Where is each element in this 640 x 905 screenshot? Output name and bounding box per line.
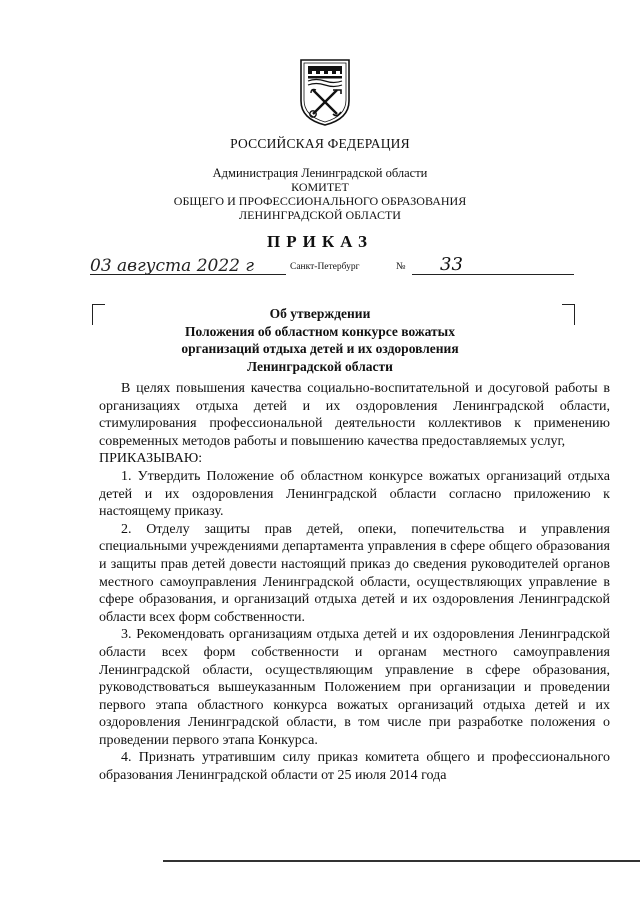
preamble-paragraph: В целях повышения качества социально-воспитательной и досуговой работы в организациях отдыха детей и их оздоровления Ленинградской области, стимулирования профессиональной деятельности коллективов к применению современных методов работы и повышению качества предоставляемых услуг, — [99, 381, 610, 449]
handwritten-number: 33 — [440, 254, 463, 275]
order-item-2: 2. Отделу защиты прав детей, опеки, попечительства и управления специальными учреждениями департамента управления в сфере общего образования и защиты прав детей довести настоящий приказ до сведения руководителей органов местного самоуправления Ленинградской области, осуществляющих управление в сфере образования, и организаций отдыха детей и их оздоровления Ленинградской области всех форм собственности. — [99, 521, 610, 625]
number-underline — [412, 274, 574, 275]
coat-of-arms-emblem — [299, 57, 351, 127]
document-title — [0, 305, 640, 375]
title-line: Ленинградской области — [247, 358, 393, 374]
handwritten-date: 03 августа 2022 г — [90, 256, 254, 276]
number-label: № — [396, 261, 406, 272]
document-type-heading: ПРИКАЗ — [267, 232, 373, 251]
country-name: РОССИЙСКАЯ ФЕДЕРАЦИЯ — [230, 136, 410, 151]
place-of-issue: Санкт-Петербург — [290, 262, 360, 272]
committee-line: КОМИТЕТ — [291, 180, 349, 194]
order-item-3: 3. Рекомендовать организациям отдыха детей и их оздоровления Ленинградской области всех форм собственности и органам местного самоуправления Ленинградской области, осуществляющим управление в сфере образования, руководствоваться вышеуказанным Положением при организации и проведении первого этапа областного конкурса вожатых организаций отдыха детей и их оздоровления Ленинградской области, в том числе при разработке положения о проведении первого этапа Конкурса. — [99, 627, 610, 748]
page-bottom-rule — [163, 860, 640, 862]
title-line: организаций отдыха детей и их оздоровления — [181, 341, 459, 356]
date-underline — [90, 274, 286, 275]
order-item-4: 4. Признать утратившим силу приказ комитета общего и профессионального образования Ленинградской области от 25 июля 2014 года — [99, 750, 610, 784]
committee-line: ЛЕНИНГРАДСКОЙ ОБЛАСТИ — [239, 208, 401, 222]
order-word: ПРИКАЗЫВАЮ: — [99, 451, 203, 467]
administration-name: Администрация Ленинградской области — [212, 166, 428, 180]
date-number-row — [90, 256, 580, 280]
committee-name — [0, 180, 640, 222]
title-line: Положения об областном конкурсе вожатых — [185, 323, 455, 339]
order-item-1: 1. Утвердить Положение об областном конкурсе вожатых организаций отдыха детей и их оздоровления Ленинградской области согласно приложению к настоящему приказу. — [99, 468, 610, 520]
document-body — [99, 380, 610, 785]
title-line: Об утверждении — [269, 306, 371, 321]
committee-line: ОБЩЕГО И ПРОФЕССИОНАЛЬНОГО ОБРАЗОВАНИЯ — [173, 194, 467, 208]
